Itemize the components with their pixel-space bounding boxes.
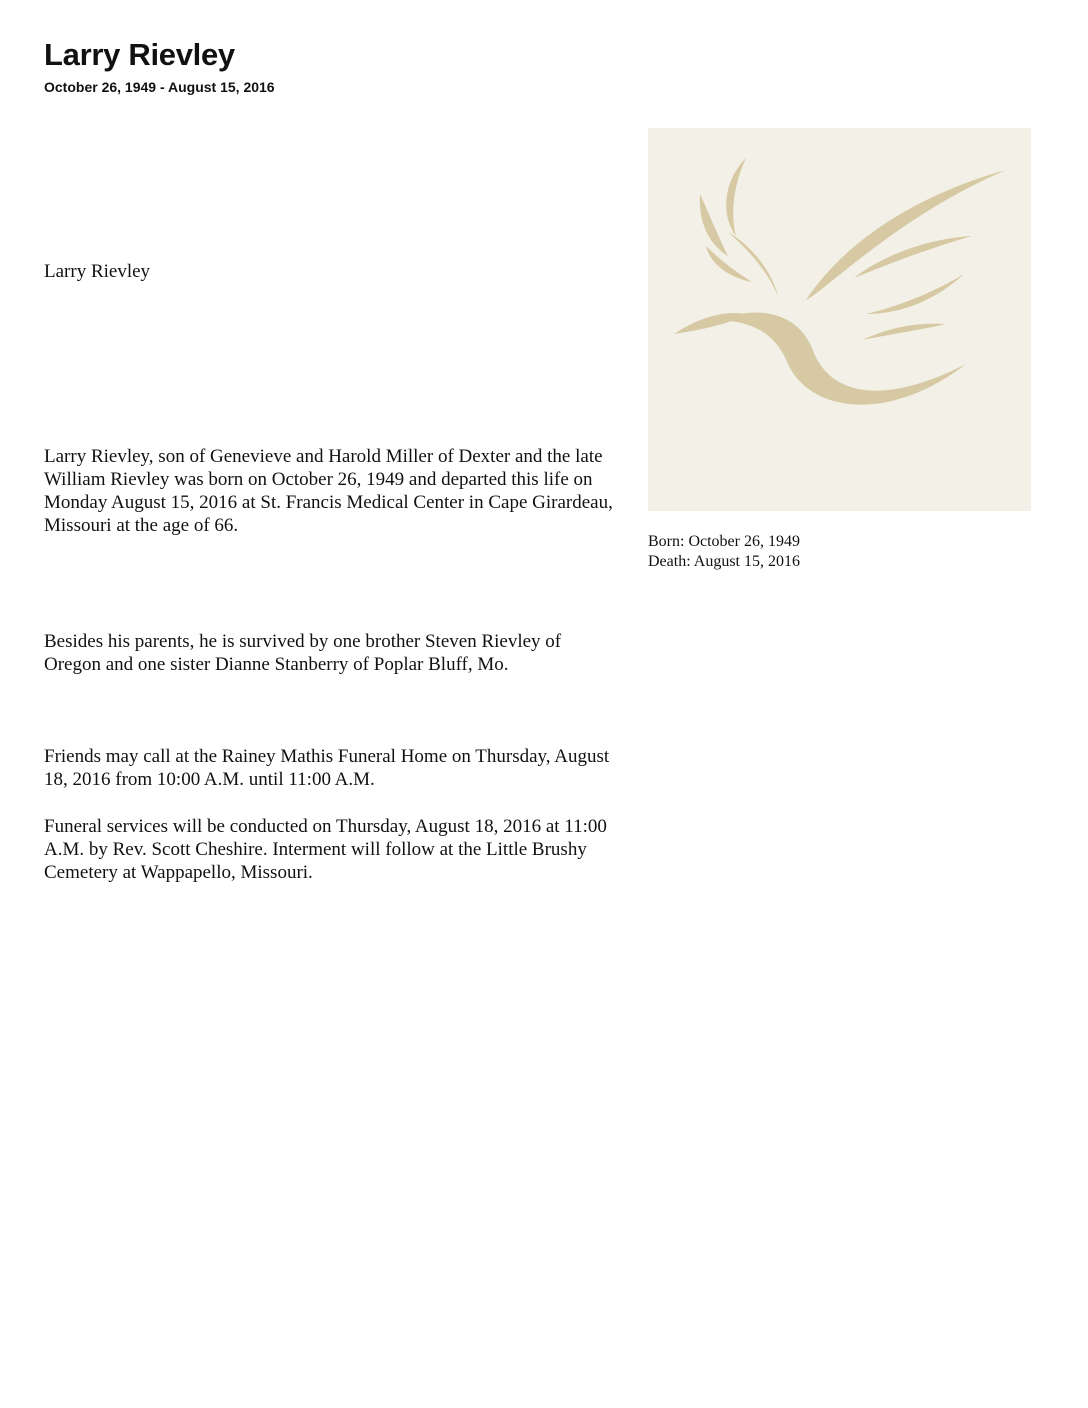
survivors-paragraph: Besides his parents, he is survived by one brother Steven Rievley of Oregon and one sister Dianne Stanberry of Poplar Bluff, Mo. (44, 631, 562, 675)
intro-name: Larry Rievley (44, 261, 151, 282)
obituary-paragraph: Larry Rievley, son of Genevieve and Harold Miller of Dexter and the late William Rievley was born on October 26, 1949 and departed this life on Monday August 15, 2016 at St. Francis Medical Center in Cape Girardeau, Missouri at the age of 66. (44, 446, 613, 536)
life-dates: October 26, 1949 - August 15, 2016 (44, 79, 275, 95)
services-paragraph: Funeral services will be conducted on Thursday, August 18, 2016 at 11:00 A.M. by Rev. Scott Cheshire. Interment will follow at the Little Brushy Cemetery at Wappapello, Missouri. (44, 816, 607, 883)
vital-dates (648, 532, 800, 572)
deceased-name: Larry Rievley (44, 37, 235, 72)
memorial-image (648, 128, 1031, 511)
dove-icon (648, 128, 1031, 511)
visitation-paragraph: Friends may call at the Rainey Mathis Funeral Home on Thursday, August 18, 2016 from 10:00 A.M. until 11:00 A.M. (44, 746, 610, 790)
death-date: Death: August 15, 2016 (648, 553, 800, 570)
born-date: Born: October 26, 1949 (648, 533, 800, 550)
